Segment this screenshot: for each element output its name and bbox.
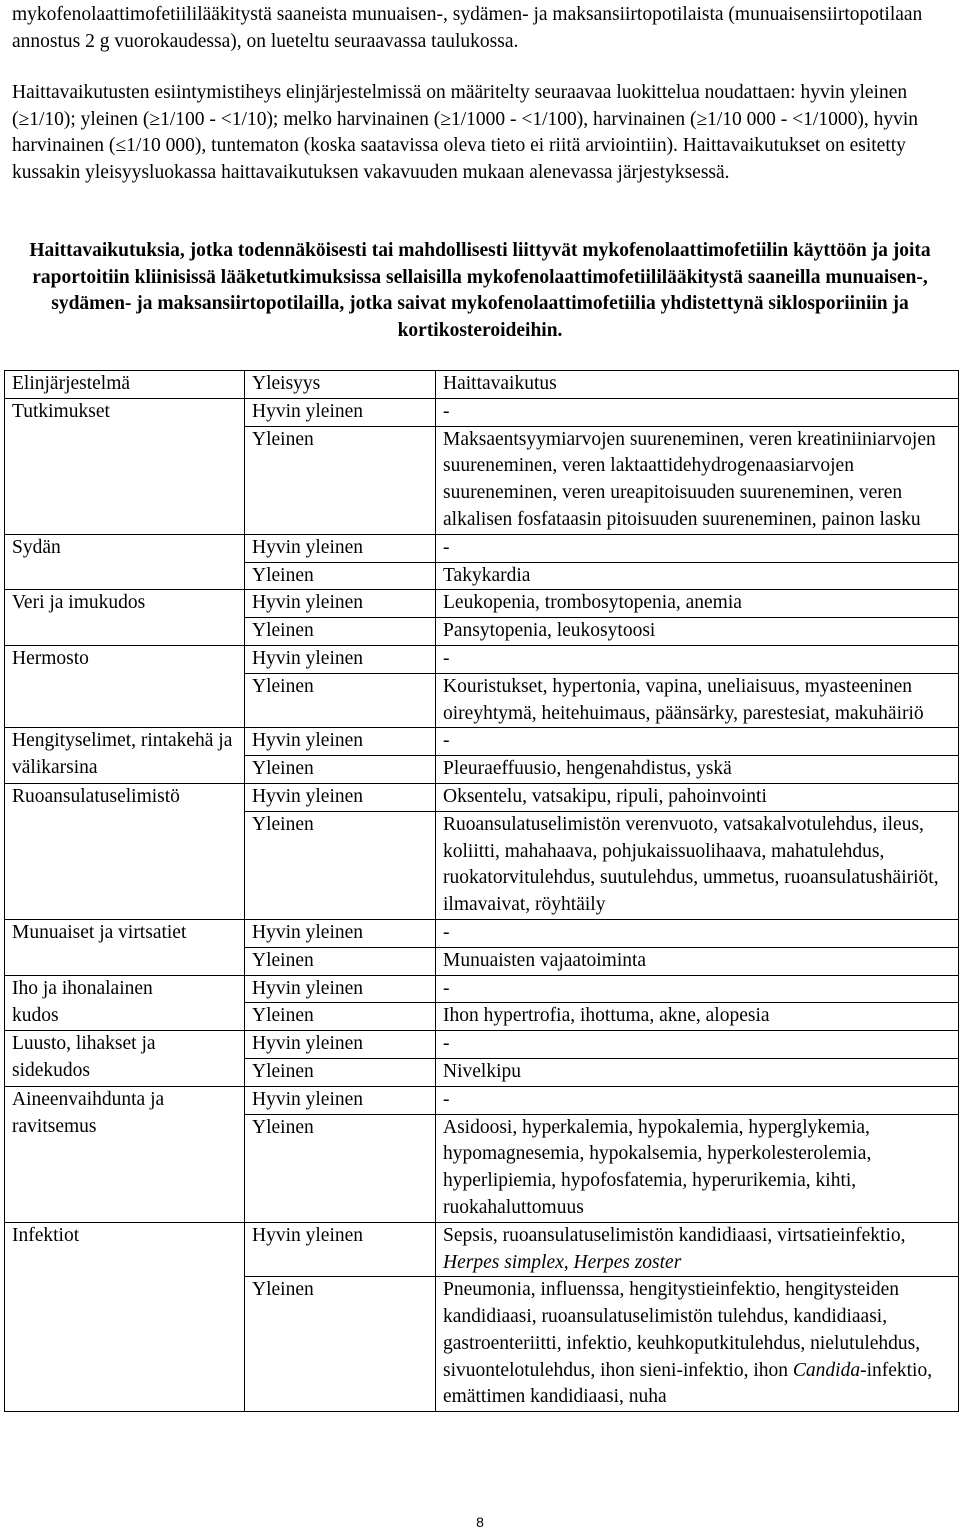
frequency-cell: Yleinen	[245, 1277, 436, 1412]
table-row	[5, 1114, 959, 1222]
table-row	[5, 645, 959, 673]
system-cell	[5, 811, 245, 919]
system-cell	[5, 1277, 245, 1412]
frequency-cell: Yleinen	[245, 947, 436, 975]
frequency-cell: Yleinen	[245, 811, 436, 919]
frequency-cell: Hyvin yleinen	[245, 1031, 436, 1059]
frequency-cell: Hyvin yleinen	[245, 398, 436, 426]
frequency-cell: Hyvin yleinen	[245, 590, 436, 618]
frequency-cell: Yleinen	[245, 562, 436, 590]
table-row	[5, 1086, 959, 1114]
page-number: 8	[476, 1514, 484, 1530]
system-cell: Hermosto	[5, 645, 245, 673]
effect-cell: Leukopenia, trombosytopenia, anemia	[436, 590, 959, 618]
system-cell	[5, 426, 245, 534]
effect-cell: Sepsis, ruoansulatuselimistön kandidiaasi, virtsatieinfektio, Herpes simplex, Herpes zoster	[436, 1222, 959, 1277]
table-row	[5, 728, 959, 756]
effect-cell: Pansytopenia, leukosytoosi	[436, 618, 959, 646]
effect-cell: Takykardia	[436, 562, 959, 590]
effect-cell: -	[436, 1031, 959, 1059]
system-cell: Ruoansulatuselimistö	[5, 783, 245, 811]
header-system: Elinjärjestelmä	[5, 371, 245, 399]
system-cell	[5, 947, 245, 975]
table-row	[5, 919, 959, 947]
frequency-cell: Hyvin yleinen	[245, 975, 436, 1003]
effect-cell: -	[436, 398, 959, 426]
table-row	[5, 811, 959, 919]
effect-cell: Pleuraeffuusio, hengenahdistus, yskä	[436, 756, 959, 784]
table-heading: Haittavaikutuksia, jotka todennäköisesti tai mahdollisesti liittyvät mykofenolaattimofetiilin käyttöön ja joita raportoitiin kliinisissä lääketutkimuksissa sellaisilla mykofenolaattimofetiililääkitystä saaneilla munuaisen-, sydämen- ja maksansiirtopotilailla, jotka saivat mykofenolaattimofetiilia yhdistettynä siklosporiiniin ja kortikosteroideihin.	[29, 240, 931, 341]
system-cell: Tutkimukset	[5, 398, 245, 426]
table-header-row	[5, 371, 959, 399]
effect-cell: Oksentelu, vatsakipu, ripuli, pahoinvointi	[436, 783, 959, 811]
table-row	[5, 618, 959, 646]
effect-cell: -	[436, 1086, 959, 1114]
frequency-cell: Yleinen	[245, 1114, 436, 1222]
system-cell: Munuaiset ja virtsatiet	[5, 919, 245, 947]
frequency-cell: Yleinen	[245, 756, 436, 784]
system-cell: Hengityselimet, rintakehä ja välikarsina	[5, 728, 245, 784]
system-cell: Veri ja imukudos	[5, 590, 245, 618]
effect-cell: -	[436, 919, 959, 947]
table-row	[5, 1058, 959, 1086]
table-row	[5, 783, 959, 811]
table-row	[5, 1277, 959, 1412]
system-cell: Luusto, lihakset ja	[5, 1031, 245, 1059]
table-row	[5, 1222, 959, 1277]
effect-cell: -	[436, 534, 959, 562]
system-cell: kudos	[5, 1003, 245, 1031]
system-cell: Iho ja ihonalainen	[5, 975, 245, 1003]
system-cell: sidekudos	[5, 1058, 245, 1086]
effect-cell: Pneumonia, influenssa, hengitystieinfektio, hengitysteiden kandidiaasi, ruoansulatuselimistön tulehdus, kandidiaasi, gastroenteriitti, infektio, keuhkoputkitulehdus, nielutulehdus, sivuontelotulehdus, ihon sieni-infektio, ihon Candida-infektio, emättimen kandidiaasi, nuha	[436, 1277, 959, 1412]
frequency-cell: Yleinen	[245, 426, 436, 534]
table-row	[5, 975, 959, 1003]
frequency-cell: Hyvin yleinen	[245, 783, 436, 811]
frequency-cell: Hyvin yleinen	[245, 728, 436, 756]
effect-cell: -	[436, 728, 959, 756]
frequency-cell: Hyvin yleinen	[245, 534, 436, 562]
effect-cell: Kouristukset, hypertonia, vapina, uneliaisuus, myasteeninen oireyhtymä, heitehuimaus, päänsärky, parestesiat, makuhäiriö	[436, 673, 959, 728]
system-cell: ravitsemus	[5, 1114, 245, 1222]
effect-cell: Ruoansulatuselimistön verenvuoto, vatsakalvotulehdus, ileus, koliitti, mahahaava, pohjukaissuolihaava, mahatulehdus, ruokatorvitulehdus, suutulehdus, ummetus, ruoansulatushäiriöt, ilmavaivat, röyhtäily	[436, 811, 959, 919]
system-cell: Aineenvaihdunta ja	[5, 1086, 245, 1114]
system-cell	[5, 673, 245, 728]
table-row	[5, 1031, 959, 1059]
intro-paragraph: mykofenolaattimofetiililääkitystä saaneista munuaisen-, sydämen- ja maksansiirtopotilaista (munuaisensiirtopotilaan annostus 2 g vuorokaudessa), on lueteltu seuraavassa taulukossa.	[12, 4, 923, 52]
effect-cell: -	[436, 975, 959, 1003]
table-row	[5, 673, 959, 728]
table-row	[5, 426, 959, 534]
table-row	[5, 1003, 959, 1031]
frequency-definition-paragraph: Haittavaikutusten esiintymistiheys elinjärjestelmissä on määritelty seuraavaa luokittelua noudattaen: hyvin yleinen (≥1/10); yleinen (≥1/100 - <1/10); melko harvinainen (≥1/1000 - <1/100), harvinainen (≥1/10 000 - <1/1000), hyvin harvinainen (≤1/10 000), tuntematon (koska saatavissa oleva tieto ei riitä arviointiin). Haittavaikutukset on esitetty kussakin yleisyysluokassa haittavaikutuksen vakavuuden mukaan alenevassa järjestyksessä.	[12, 82, 919, 183]
frequency-cell: Hyvin yleinen	[245, 919, 436, 947]
effect-cell: -	[436, 645, 959, 673]
frequency-cell: Yleinen	[245, 1003, 436, 1031]
effect-cell: Maksaentsyymiarvojen suureneminen, veren kreatiniiniarvojen suureneminen, veren laktaattidehydrogenaasiarvojen suureneminen, veren ureapitoisuuden suureneminen, veren alkalisen fosfataasin pitoisuuden suureneminen, painon lasku	[436, 426, 959, 534]
frequency-cell: Hyvin yleinen	[245, 1222, 436, 1277]
frequency-cell: Yleinen	[245, 673, 436, 728]
table-row	[5, 947, 959, 975]
table-row	[5, 534, 959, 562]
system-cell: Sydän	[5, 534, 245, 562]
header-frequency: Yleisyys	[245, 371, 436, 399]
frequency-cell: Yleinen	[245, 1058, 436, 1086]
effect-cell: Asidoosi, hyperkalemia, hypokalemia, hyperglykemia, hypomagnesemia, hypokalsemia, hyperkolesterolemia, hyperlipiemia, hypofosfatemia, hyperurikemia, kihti, ruokahaluttomuus	[436, 1114, 959, 1222]
frequency-cell: Hyvin yleinen	[245, 1086, 436, 1114]
table-row	[5, 590, 959, 618]
adverse-effects-table	[4, 370, 959, 1412]
system-cell	[5, 562, 245, 590]
table-row	[5, 562, 959, 590]
system-cell	[5, 618, 245, 646]
table-row	[5, 398, 959, 426]
frequency-cell: Hyvin yleinen	[245, 645, 436, 673]
frequency-cell: Yleinen	[245, 618, 436, 646]
effect-cell: Munuaisten vajaatoiminta	[436, 947, 959, 975]
effect-cell: Nivelkipu	[436, 1058, 959, 1086]
header-effect: Haittavaikutus	[436, 371, 959, 399]
system-cell: Infektiot	[5, 1222, 245, 1277]
effect-cell: Ihon hypertrofia, ihottuma, akne, alopesia	[436, 1003, 959, 1031]
